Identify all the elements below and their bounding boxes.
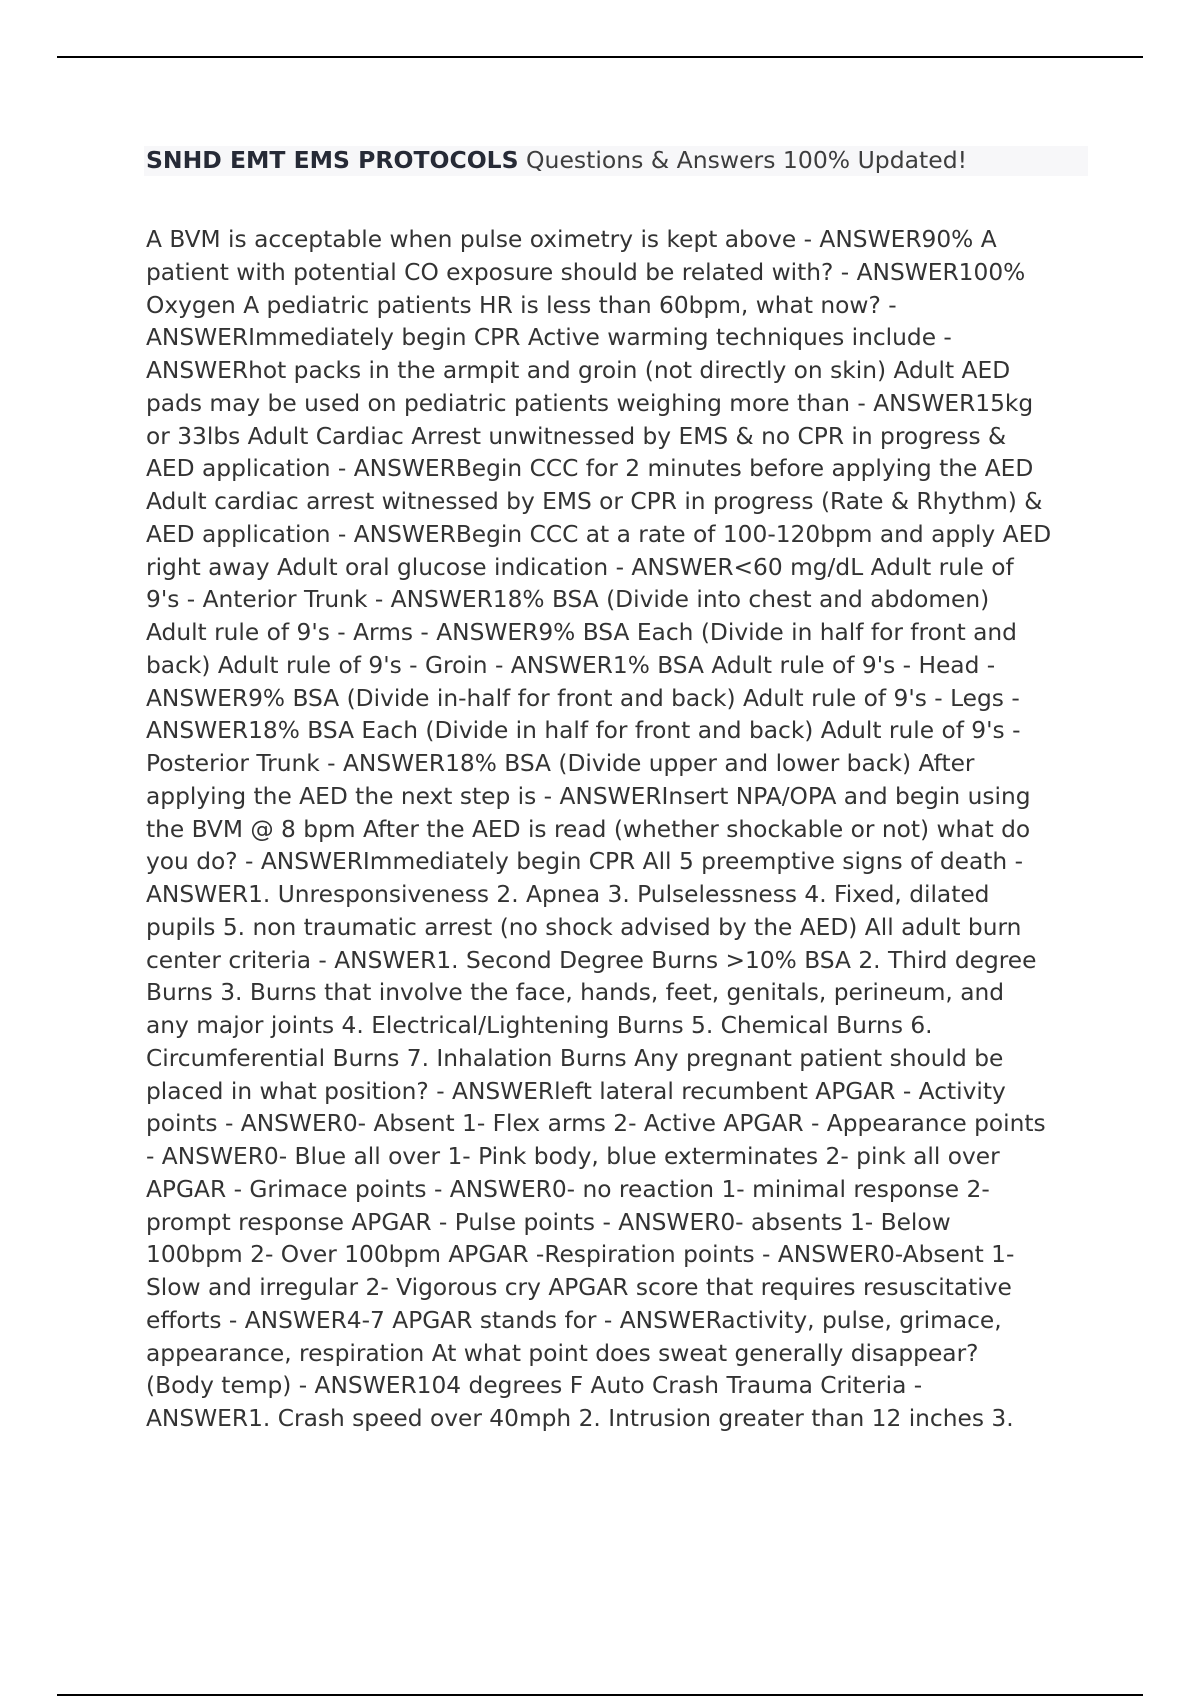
body-line: ANSWER1. Crash speed over 40mph 2. Intrusion greater than 12 inches 3. <box>146 1405 1014 1432</box>
body-line: pupils 5. non traumatic arrest (no shock advised by the AED) All adult burn <box>146 913 1022 941</box>
footer-rule <box>57 1694 1143 1696</box>
body-line: applying the AED the next step is - ANSWERInsert NPA/OPA and begin using <box>146 782 1031 810</box>
body-line: Slow and irregular 2- Vigorous cry APGAR score that requires resuscitative <box>146 1274 1012 1301</box>
body-line: Adult rule of 9's - Arms - ANSWER9% BSA Each (Divide in half for front and <box>146 619 1017 646</box>
body-line: ANSWERImmediately begin CPR Active warming techniques include - <box>146 324 952 352</box>
title-bold-part: SNHD EMT EMS PROTOCOLS <box>146 146 519 174</box>
body-line: ANSWER1. Unresponsiveness 2. Apnea 3. Pulselessness 4. Fixed, dilated <box>146 881 990 908</box>
body-line: the BVM @ 8 bpm After the AED is read (whether shockable or not) what do <box>146 815 1031 843</box>
body-line: Circumferential Burns 7. Inhalation Burns Any pregnant patient should be <box>146 1044 1004 1072</box>
body-line: or 33lbs Adult Cardiac Arrest unwitnessed by EMS & no CPR in progress & <box>146 422 1007 450</box>
body-line: pads may be used on pediatric patients weighing more than - ANSWER15kg <box>146 389 1034 417</box>
body-line: Oxygen A pediatric patients HR is less than 60bpm, what now? - <box>146 291 897 319</box>
body-line: points - ANSWER0- Absent 1- Flex arms 2- Active APGAR - Appearance points <box>146 1110 1046 1138</box>
document-body <box>146 224 1096 1436</box>
body-line: APGAR - Grimace points - ANSWER0- no reaction 1- minimal response 2- <box>146 1175 990 1203</box>
header-rule <box>57 56 1143 58</box>
body-line: Adult cardiac arrest witnessed by EMS or CPR in progress (Rate & Rhythm) & <box>146 488 1043 515</box>
body-line: 100bpm 2- Over 100bpm APGAR -Respiration points - ANSWER0-Absent 1- <box>146 1241 1015 1269</box>
body-line: you do? - ANSWERImmediately begin CPR All 5 preemptive signs of death - <box>146 848 1023 876</box>
body-line: efforts - ANSWER4-7 APGAR stands for - ANSWERactivity, pulse, grimace, <box>146 1306 1002 1334</box>
body-line: Burns 3. Burns that involve the face, hands, feet, genitals, perineum, and <box>146 979 1005 1007</box>
body-line: AED application - ANSWERBegin CCC for 2 minutes before applying the AED <box>146 455 1034 483</box>
body-line: patient with potential CO exposure should be related with? - ANSWER100% <box>146 258 1026 286</box>
document-title <box>146 145 967 175</box>
body-line: placed in what position? - ANSWERleft lateral recumbent APGAR - Activity <box>146 1077 1006 1105</box>
body-line: ANSWER18% BSA Each (Divide in half for front and back) Adult rule of 9's - <box>146 717 1021 745</box>
body-line: (Body temp) - ANSWER104 degrees F Auto Crash Trauma Criteria - <box>146 1372 923 1400</box>
body-line: Posterior Trunk - ANSWER18% BSA (Divide upper and lower back) After <box>146 750 975 777</box>
body-line: any major joints 4. Electrical/Lightening Burns 5. Chemical Burns 6. <box>146 1012 933 1039</box>
body-line: prompt response APGAR - Pulse points - ANSWER0- absents 1- Below <box>146 1208 951 1236</box>
body-line: ANSWERhot packs in the armpit and groin (not directly on skin) Adult AED <box>146 357 1011 384</box>
body-line: AED application - ANSWERBegin CCC at a rate of 100-120bpm and apply AED <box>146 520 1052 548</box>
body-line: right away Adult oral glucose indication - ANSWER<60 mg/dL Adult rule of <box>146 553 1014 581</box>
body-line: appearance, respiration At what point does sweat generally disappear? <box>146 1339 979 1367</box>
body-line: A BVM is acceptable when pulse oximetry is kept above - ANSWER90% A <box>146 226 997 253</box>
body-line: back) Adult rule of 9's - Groin - ANSWER1% BSA Adult rule of 9's - Head - <box>146 651 996 679</box>
body-line: center criteria - ANSWER1. Second Degree Burns >10% BSA 2. Third degree <box>146 946 1037 974</box>
body-line: ANSWER9% BSA (Divide in-half for front and back) Adult rule of 9's - Legs - <box>146 684 1020 712</box>
body-line: - ANSWER0- Blue all over 1- Pink body, blue exterminates 2- pink all over <box>146 1143 1000 1170</box>
title-rest-part: Questions & Answers 100% Updated! <box>518 146 968 174</box>
body-line: 9's - Anterior Trunk - ANSWER18% BSA (Divide into chest and abdomen) <box>146 586 990 614</box>
